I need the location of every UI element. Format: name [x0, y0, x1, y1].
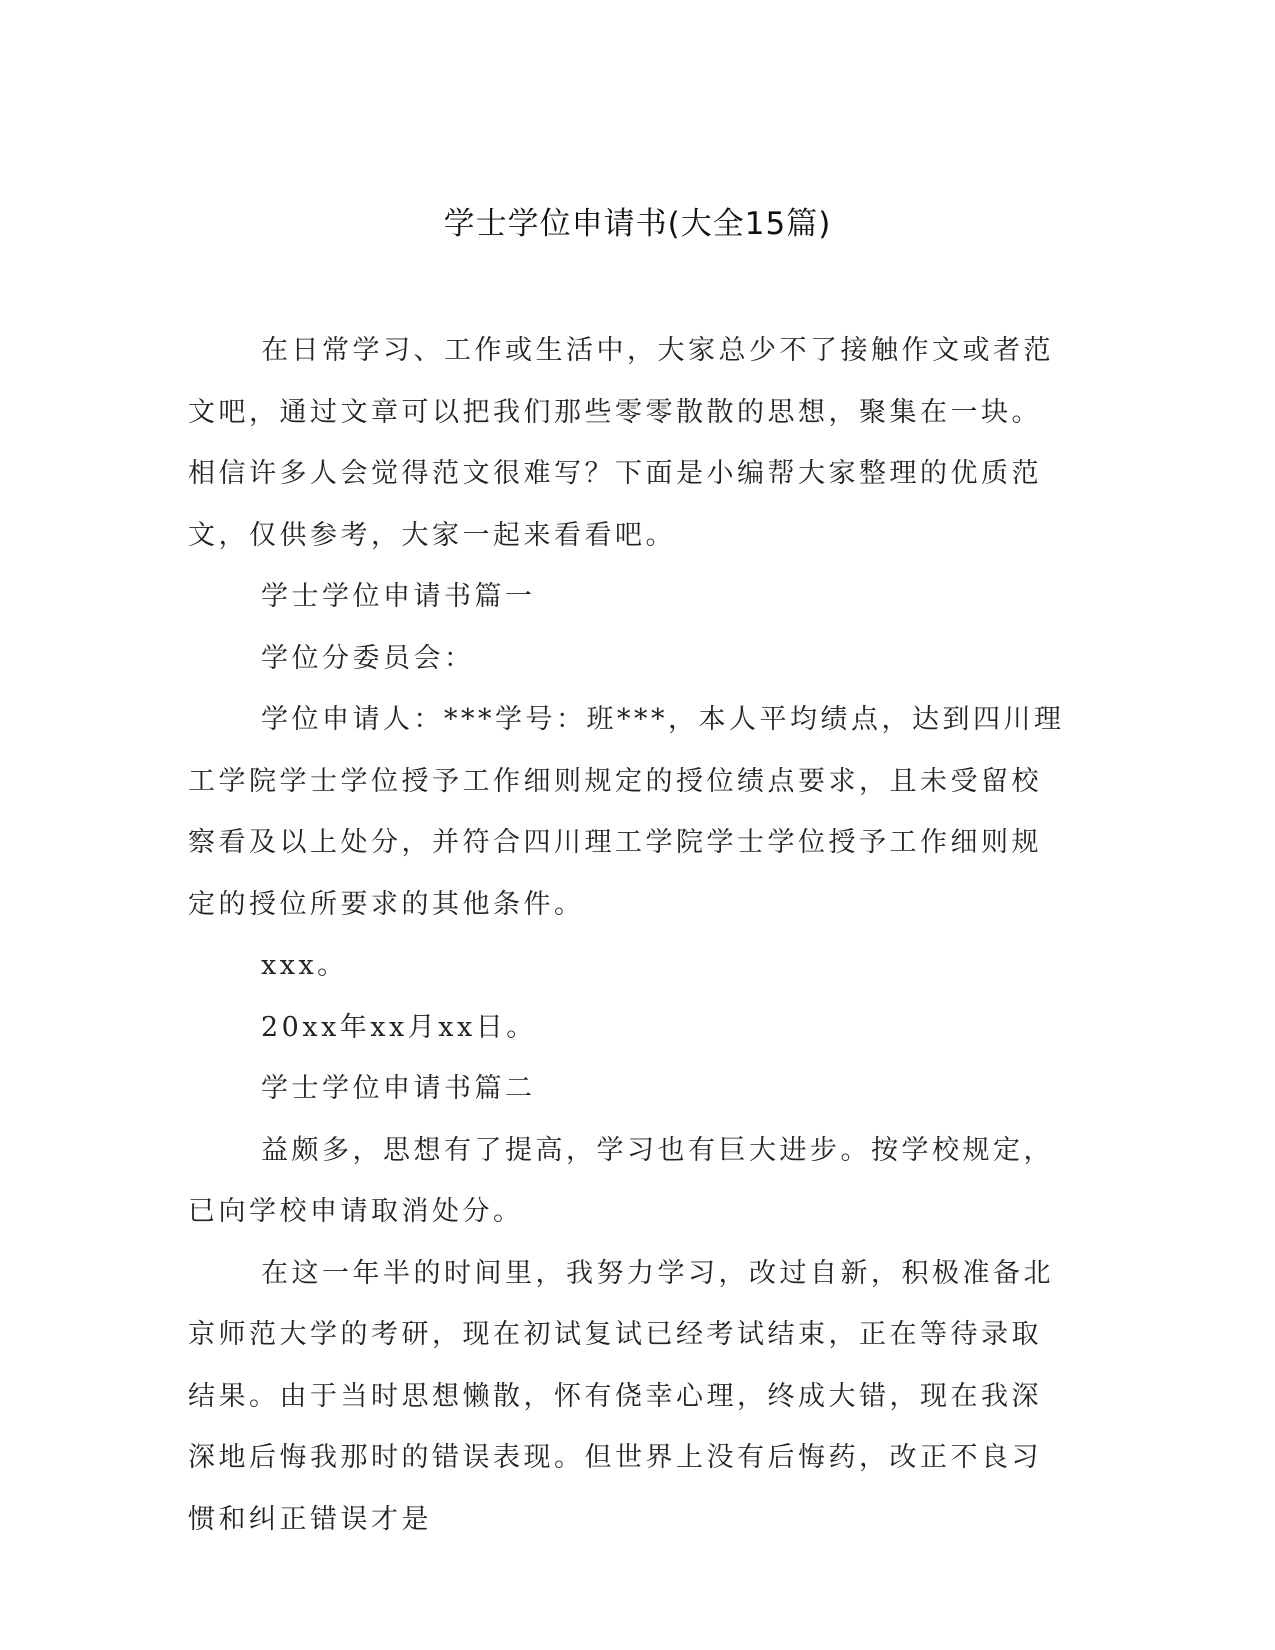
salutation: 学位分委员会：: [261, 642, 475, 674]
document-body: [188, 320, 1070, 1550]
section-heading-1: 学士学位申请书篇一: [261, 581, 536, 612]
document-title: 学士学位申请书(大全15篇): [443, 206, 832, 242]
signature-name: xxx。: [261, 950, 348, 981]
body-paragraph: 在这一年半的时间里，我努力学习，改过自新，积极准备北京师范大学的考研，现在初试复试已经考试结束，正在等待录取结果。由于当时思想懒散，怀有侥幸心理，终成大错，现在我深深地后悔我那时的错误表现。但世界上没有后悔药，改正不良习惯和纠正错误才是: [188, 1257, 1054, 1535]
intro-paragraph: 在日常学习、工作或生活中，大家总少不了接触作文或者范文吧，通过文章可以把我们那些零零散散的思想，聚集在一块。相信许多人会觉得范文很难写？下面是小编帮大家整理的优质范文，仅供参考，大家一起来看看吧。: [188, 335, 1054, 551]
application-paragraph: 学位申请人：***学号：班***，本人平均绩点，达到四川理工学院学士学位授予工作细则规定的授位绩点要求，且未受留校察看及以上处分，并符合四川理工学院学士学位授予工作细则规定的授位所要求的其他条件。: [188, 704, 1065, 920]
signature-date: 20xx年xx月xx日。: [261, 1011, 537, 1043]
section-heading-2: 学士学位申请书篇二: [261, 1073, 536, 1104]
body-paragraph: 益颇多，思想有了提高，学习也有巨大进步。按学校规定，已向学校申请取消处分。: [188, 1134, 1054, 1227]
